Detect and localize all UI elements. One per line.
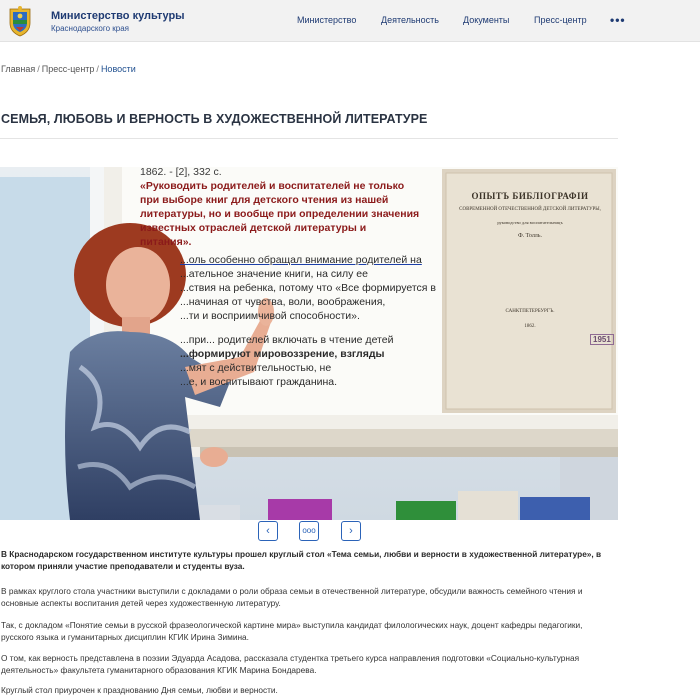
page-title: СЕМЬЯ, ЛЮБОВЬ И ВЕРНОСТЬ В ХУДОЖЕСТВЕННОЙ ЛИТЕРАТУРЕ bbox=[1, 112, 428, 126]
book-cover-line: СОВРЕМЕННОЙ ОТЕЧЕСТВЕННОЙ ДЕТСКОЙ ЛИТЕРАТУРЫ, bbox=[459, 207, 601, 212]
article-paragraph: Круглый стол приурочен к празднованию Дня семьи, любви и верности. bbox=[1, 685, 278, 695]
slider-prev-button[interactable]: ‹ bbox=[258, 521, 278, 541]
breadcrumb-separator: / bbox=[96, 64, 99, 74]
book-cover-city: САНКТПЕТЕРБУРГЪ. bbox=[505, 309, 555, 314]
slide-quote-line: известных отраслей детской литературы и bbox=[140, 222, 367, 234]
book-cover-author: Ф. Толль. bbox=[517, 233, 543, 239]
nav-item-activity[interactable]: Деятельность bbox=[381, 15, 439, 25]
article-paragraph: О том, как верность представлена в поэзии Эдуарда Асадова, рассказала студентка третьего курса направления подготовки «Социально-культурная деятельность» факультета гуманитарного образования КГИК Марина Бондарева. bbox=[1, 653, 580, 675]
book-cover-year: 1862. bbox=[524, 324, 536, 329]
org-title[interactable]: Министерство культуры bbox=[51, 10, 185, 22]
slide-body-line: ...оль особенно обращал внимание родителей на bbox=[180, 254, 422, 266]
breadcrumb-home-link[interactable]: Главная bbox=[1, 64, 36, 74]
org-name[interactable] bbox=[51, 10, 185, 34]
nav-item-ministry[interactable]: Министерство bbox=[297, 15, 357, 25]
library-stamp: 1951 bbox=[590, 334, 614, 345]
slide-body-line: ...мят с действительностью, не bbox=[180, 362, 332, 374]
slide-quote-line: «Руководить родителей и воспитателей не только bbox=[140, 180, 405, 192]
coat-of-arms-icon[interactable] bbox=[6, 5, 34, 37]
slide-quote bbox=[140, 179, 440, 249]
slide-body bbox=[140, 253, 440, 389]
book-cover bbox=[452, 191, 608, 329]
slide-text bbox=[140, 167, 440, 389]
article-photo bbox=[0, 167, 618, 520]
breadcrumb-current: Новости bbox=[100, 64, 136, 74]
breadcrumb-separator: / bbox=[37, 64, 40, 74]
slide-quote-line: питания». bbox=[140, 236, 192, 248]
article-paragraph: В рамках круглого стола участники выступили с докладами о роли образа семьи в отечественной литературе, обсудили важность семейного чтения и основные аспекты воспитания детей через художественную литературу. bbox=[1, 586, 583, 608]
article-lead: В Краснодарском государственном институте культуры прошел круглый стол «Тема семьи, любви и верности в художественной литературе», в котором приняли участие преподаватели и студенты вуза. bbox=[1, 549, 602, 571]
slider-next-button[interactable]: › bbox=[341, 521, 361, 541]
slide-body-line: ...начиная от чувства, воли, воображения, bbox=[180, 296, 386, 308]
nav-item-documents[interactable]: Документы bbox=[463, 15, 510, 25]
slide-body-line: ...при... родителей включать в чтение детей bbox=[180, 334, 394, 346]
org-subtitle[interactable]: Краснодарского края bbox=[51, 24, 129, 33]
slide-body-line: ...формируют мировоззрение, взгляды bbox=[180, 348, 385, 360]
slide-body-line bbox=[180, 323, 440, 333]
nav-item-press-center[interactable]: Пресс-центр bbox=[534, 15, 587, 25]
slide-quote-line: литературы, но и вообще при определении значения bbox=[140, 208, 420, 220]
book-cover-title: ОПЫТЪ БИБЛІОГРАФІИ bbox=[471, 191, 589, 201]
slide-citation: 1862. - [2], 332 с. bbox=[140, 167, 222, 178]
breadcrumb-press-center-link[interactable]: Пресс-центр bbox=[41, 64, 95, 74]
slider-gallery-button[interactable]: ooo bbox=[299, 521, 319, 541]
breadcrumb bbox=[1, 64, 136, 74]
slide-body-line: ...ствия на ребенка, потому что «Все формируется в bbox=[180, 282, 436, 294]
slide-quote-line: при выборе книг для детского чтения из нашей bbox=[140, 194, 389, 206]
site-header bbox=[0, 0, 700, 42]
article-paragraph: Так, с докладом «Понятие семьи в русской фразеологической картине мира» выступила кандидат филологических наук, доцент кафедры педагогики, русского языка и гуманитарных дисциплин КГИК Ирина Зимина. bbox=[1, 620, 583, 642]
slide-body-line: ...е, и воспитывают гражданина. bbox=[180, 376, 338, 388]
slide-body-line: ...ти и восприимчивой способности». bbox=[180, 310, 360, 322]
book-cover-line: руководство для воспитательницъ bbox=[497, 220, 563, 225]
slide-body-line: ...ательное значение книги, на силу ее bbox=[180, 268, 368, 280]
more-menu-icon[interactable]: ••• bbox=[610, 13, 626, 27]
title-divider bbox=[0, 138, 618, 139]
